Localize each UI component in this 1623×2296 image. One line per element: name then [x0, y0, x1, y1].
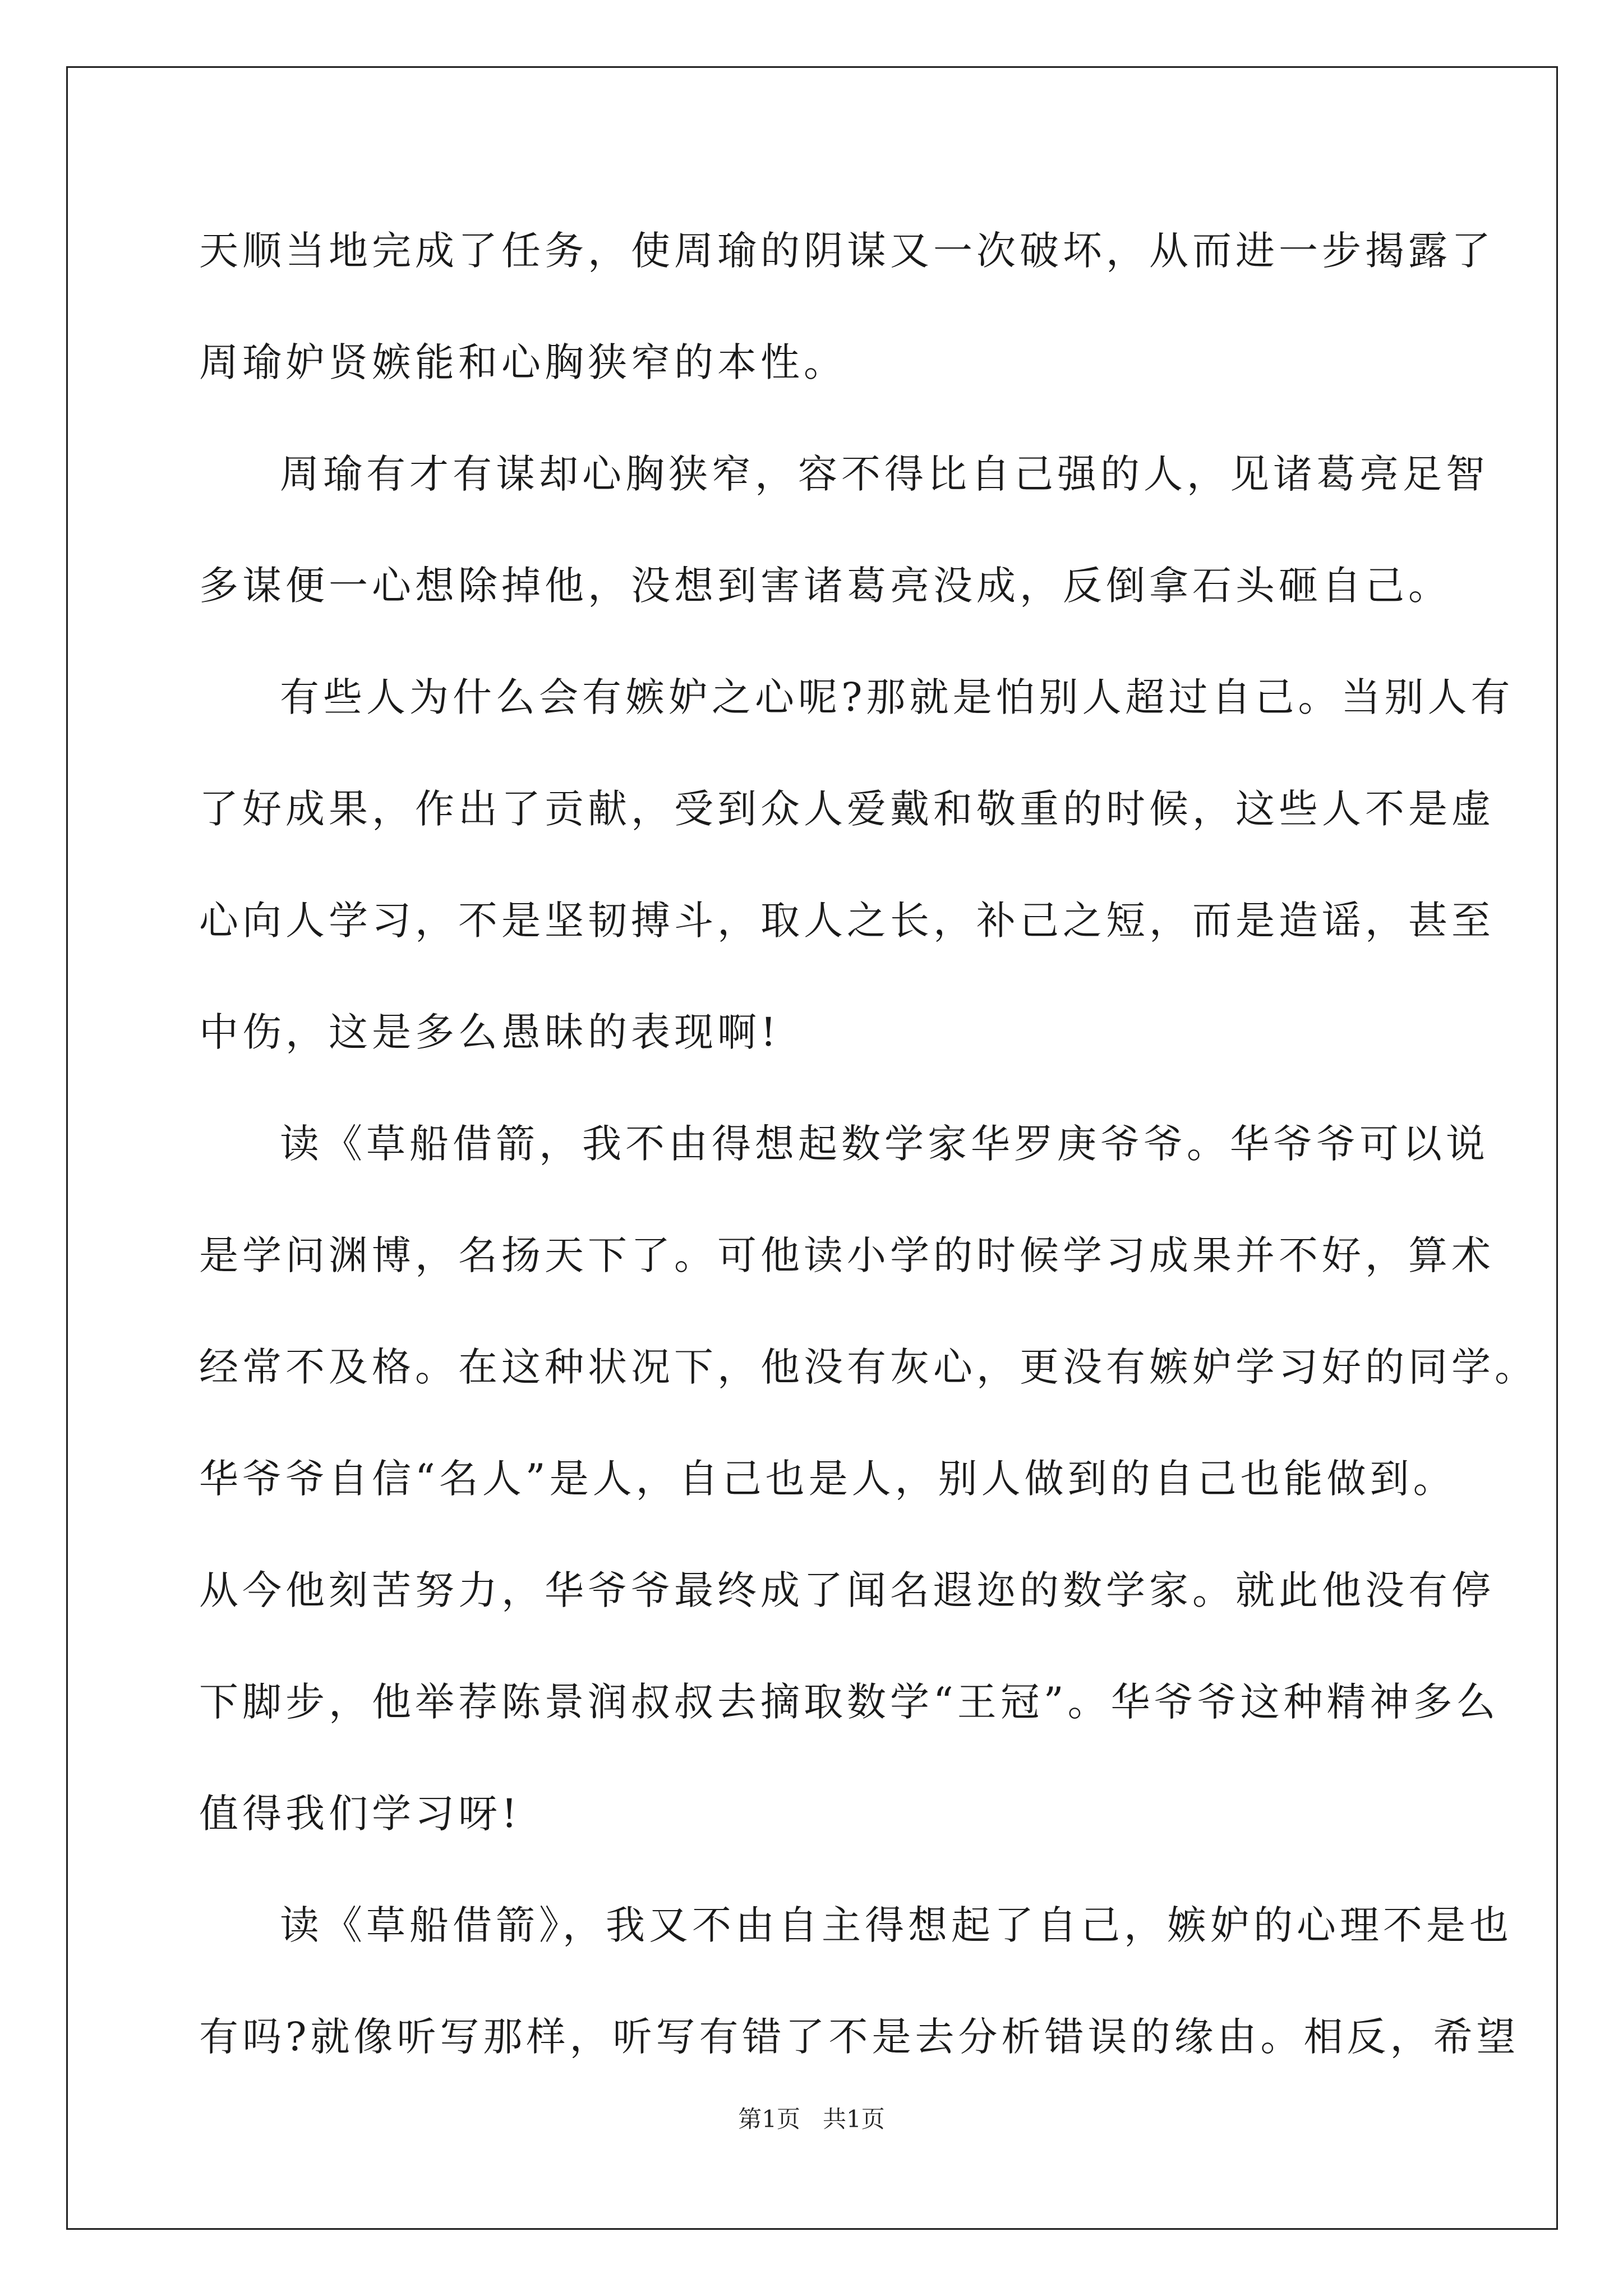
- paragraph-start-line: 读《草船借箭》，我又不由自主得想起了自己，嫉妒的心理不是也: [280, 1902, 1513, 1948]
- page-number-footer: 第1页 共1页: [738, 2105, 885, 2133]
- text-line: 下脚步，他举荐陈景润叔叔去摘取数学“王冠”。华爷爷这种精神多么: [199, 1679, 1500, 1725]
- text-line: 有吗?就像听写那样，听写有错了不是去分析错误的缘由。相反，希望: [199, 2014, 1520, 2060]
- text-line: 经常不及格。在这种状况下，他没有灰心，更没有嫉妒学习好的同学。: [199, 1344, 1538, 1390]
- text-line: 心向人学习，不是坚韧搏斗，取人之长，补己之短，而是造谣，甚至: [199, 898, 1495, 944]
- document-body: [199, 214, 1538, 2112]
- text-line: 了好成果，作出了贡献，受到众人爱戴和敬重的时候，这些人不是虚: [199, 786, 1495, 832]
- text-line: 是学问渊博，名扬天下了。可他读小学的时候学习成果并不好，算术: [199, 1232, 1495, 1278]
- paragraph-start-line: 周瑜有才有谋却心胸狭窄，容不得比自己强的人，见诸葛亮足智: [280, 451, 1489, 497]
- paragraph-start-line: 有些人为什么会有嫉妒之心呢?那就是怕别人超过自己。当别人有: [280, 674, 1514, 720]
- paragraph-start-line: 读《草船借箭，我不由得想起数学家华罗庚爷爷。华爷爷可以说: [280, 1121, 1489, 1167]
- text-line: 多谋便一心想除掉他，没想到害诸葛亮没成，反倒拿石头砸自己。: [199, 563, 1451, 609]
- text-line: 周瑜妒贤嫉能和心胸狭窄的本性。: [199, 339, 847, 385]
- text-line: 华爷爷自信“名人”是人，自己也是人，别人做到的自己也能做到。: [199, 1456, 1456, 1502]
- text-line: 从今他刻苦努力，华爷爷最终成了闻名遐迩的数学家。就此他没有停: [199, 1567, 1495, 1613]
- text-line: 中伤，这是多么愚昧的表现啊!: [199, 1009, 781, 1055]
- text-line: 值得我们学习呀!: [199, 1791, 522, 1837]
- text-line: 天顺当地完成了任务，使周瑜的阴谋又一次破坏，从而进一步揭露了: [199, 228, 1495, 274]
